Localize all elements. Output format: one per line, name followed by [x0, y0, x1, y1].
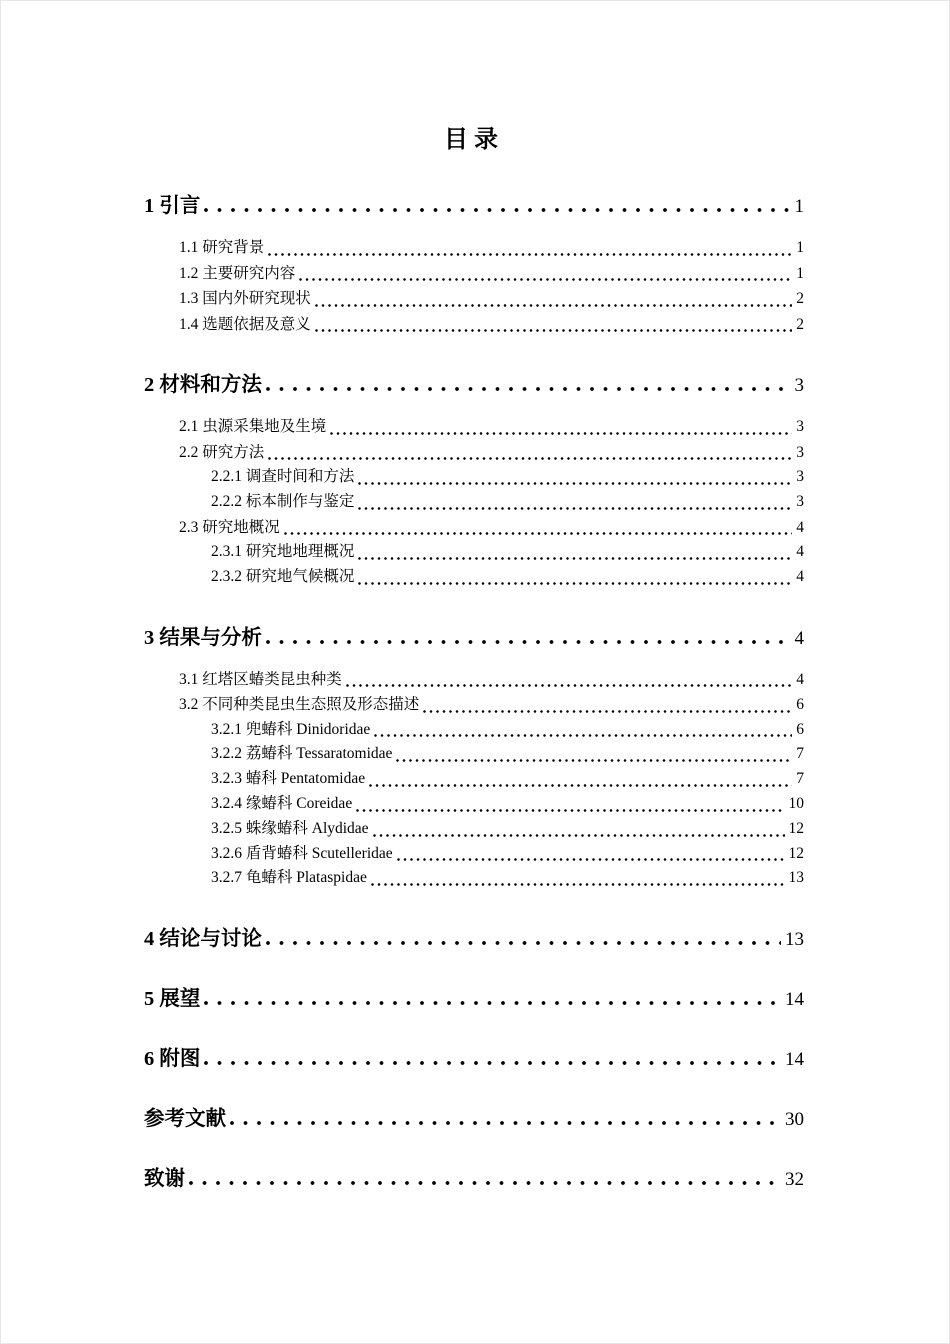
toc-entry[interactable] [144, 981, 804, 1011]
toc-entry-label: 1.4 选题依据及意义 [179, 315, 311, 333]
dotted-leader [267, 235, 792, 261]
toc-entry-label: 3.2.6 盾背蝽科 Scutelleridae [211, 844, 393, 862]
toc-entry[interactable] [211, 718, 804, 743]
toc-entry-page: 4 [796, 518, 804, 536]
toc-entry-page: 1 [794, 196, 804, 217]
dotted-leader [188, 1161, 781, 1191]
toc-entry-page: 3 [794, 375, 804, 396]
toc-entry-label: 3.2.1 兜蝽科 Dinidoridae [211, 720, 371, 738]
toc-entry-label: 3 结果与分析 [144, 626, 262, 649]
dotted-leader [265, 367, 791, 397]
toc-entry[interactable] [179, 286, 804, 312]
dotted-leader [368, 767, 792, 792]
toc-entry[interactable] [211, 540, 804, 565]
toc-entry-label: 参考文献 [144, 1108, 226, 1131]
toc-entry-page: 1 [796, 264, 804, 282]
dotted-leader [357, 565, 792, 590]
toc-entry-page: 6 [796, 720, 804, 738]
toc-entry-page: 4 [796, 567, 804, 585]
toc-entry-page: 4 [794, 627, 804, 649]
dotted-leader [357, 465, 792, 490]
toc-entry-label: 1.3 国内外研究现状 [179, 290, 311, 307]
toc-entry-label: 1 引言 [144, 195, 201, 217]
toc-entry[interactable] [179, 692, 804, 718]
toc-entry-label: 3.2.2 荔蝽科 Tessaratomidae [211, 745, 393, 763]
toc-entry[interactable] [144, 188, 804, 218]
toc-list [144, 188, 804, 1191]
toc-entry-label: 2.3.2 研究地气候概况 [211, 567, 355, 585]
dotted-leader [265, 921, 781, 951]
toc-entry-label: 2.3 研究地概况 [179, 518, 280, 536]
dotted-leader [229, 1101, 781, 1131]
toc-entry[interactable] [179, 667, 804, 693]
toc-entry-label: 3.2.3 蝽科 Pentatomidae [211, 770, 366, 788]
toc-entry-page: 2 [796, 315, 804, 333]
toc-entry-page: 30 [785, 1109, 804, 1131]
toc-entry[interactable] [144, 1101, 804, 1131]
toc-entry[interactable] [211, 465, 804, 490]
toc-entry[interactable] [211, 866, 804, 891]
toc-entry-label: 5 展望 [144, 988, 201, 1011]
dotted-leader [357, 540, 792, 565]
dotted-leader [203, 981, 781, 1011]
toc-entry-page: 3 [796, 468, 804, 485]
toc-entry[interactable] [179, 414, 804, 440]
toc-entry-label: 2.1 虫源采集地及生境 [179, 418, 327, 435]
toc-entry-page: 1 [796, 239, 804, 256]
toc-entry[interactable] [179, 261, 804, 287]
toc-entry-label: 3.2.4 缘蝽科 Coreidae [211, 795, 353, 813]
toc-entry[interactable] [179, 312, 804, 338]
dotted-leader [345, 667, 792, 693]
toc-entry-page: 13 [788, 869, 804, 887]
toc-entry-label: 3.2.5 蛛缘蝽科 Alydidae [211, 819, 369, 837]
toc-entry-page: 4 [796, 543, 804, 561]
toc-entry-page: 2 [796, 290, 804, 307]
dotted-leader [396, 842, 785, 867]
dotted-leader [422, 692, 792, 718]
dotted-leader [329, 414, 792, 440]
dotted-leader [357, 490, 792, 515]
toc-entry-label: 2 材料和方法 [144, 374, 262, 396]
toc-entry[interactable] [179, 515, 804, 541]
toc-entry-page: 14 [785, 989, 804, 1011]
toc-entry[interactable] [211, 842, 804, 867]
toc-entry-label: 致谢 [144, 1168, 185, 1191]
toc-entry-label: 3.1 红塔区蝽类昆虫种类 [179, 670, 342, 688]
toc-entry-label: 2.2.1 调查时间和方法 [211, 468, 355, 485]
toc-entry-label: 3.2 不同种类昆虫生态照及形态描述 [179, 696, 420, 714]
dotted-leader [373, 718, 792, 743]
dotted-leader [372, 817, 785, 842]
page-title: 目录 [444, 127, 504, 153]
toc-entry-page: 14 [785, 1049, 804, 1071]
toc-entry-page: 12 [788, 819, 804, 837]
dotted-leader [355, 792, 784, 817]
toc-entry-label: 6 附图 [144, 1048, 201, 1071]
toc-entry-label: 2.3.1 研究地地理概况 [211, 543, 355, 561]
toc-entry-label: 3.2.7 龟蝽科 Plataspidae [211, 869, 367, 887]
toc-entry-label: 4 结论与讨论 [144, 928, 262, 951]
toc-entry-page: 7 [796, 745, 804, 763]
toc-entry[interactable] [211, 742, 804, 767]
toc-entry-page: 6 [796, 696, 804, 714]
toc-entry[interactable] [144, 1041, 804, 1071]
toc-entry-page: 3 [796, 443, 804, 461]
toc-entry-label: 1.2 主要研究内容 [179, 264, 296, 282]
dotted-leader [298, 261, 792, 287]
toc-entry-label: 2.2 研究方法 [179, 443, 265, 461]
toc-entry-page: 7 [796, 770, 804, 788]
toc-entry[interactable] [144, 367, 804, 397]
dotted-leader [370, 866, 785, 891]
toc-entry[interactable] [211, 792, 804, 817]
toc-entry[interactable] [211, 817, 804, 842]
toc-entry[interactable] [211, 565, 804, 590]
toc-entry[interactable] [144, 1161, 804, 1191]
toc-entry-label: 2.2.2 标本制作与鉴定 [211, 492, 355, 510]
dotted-leader [203, 188, 790, 218]
toc-entry[interactable] [144, 620, 804, 650]
dotted-leader [203, 1041, 781, 1071]
dotted-leader [267, 440, 792, 466]
toc-entry-page: 4 [796, 670, 804, 688]
toc-entry-page: 32 [785, 1169, 804, 1191]
toc-entry[interactable] [211, 490, 804, 515]
toc-entry-label: 1.1 研究背景 [179, 239, 265, 256]
dotted-leader [395, 742, 792, 767]
toc-entry[interactable] [144, 921, 804, 951]
toc-entry[interactable] [179, 440, 804, 466]
dotted-leader [265, 620, 791, 650]
toc-entry[interactable] [179, 235, 804, 261]
dotted-leader [283, 515, 792, 541]
toc-entry[interactable] [211, 767, 804, 792]
dotted-leader [314, 286, 792, 312]
toc-entry-page: 10 [788, 795, 804, 813]
toc-entry-page: 13 [785, 929, 804, 951]
toc-entry-page: 12 [788, 844, 804, 862]
toc-entry-page: 3 [796, 492, 804, 510]
toc-entry-page: 3 [796, 418, 804, 435]
dotted-leader [314, 312, 792, 338]
